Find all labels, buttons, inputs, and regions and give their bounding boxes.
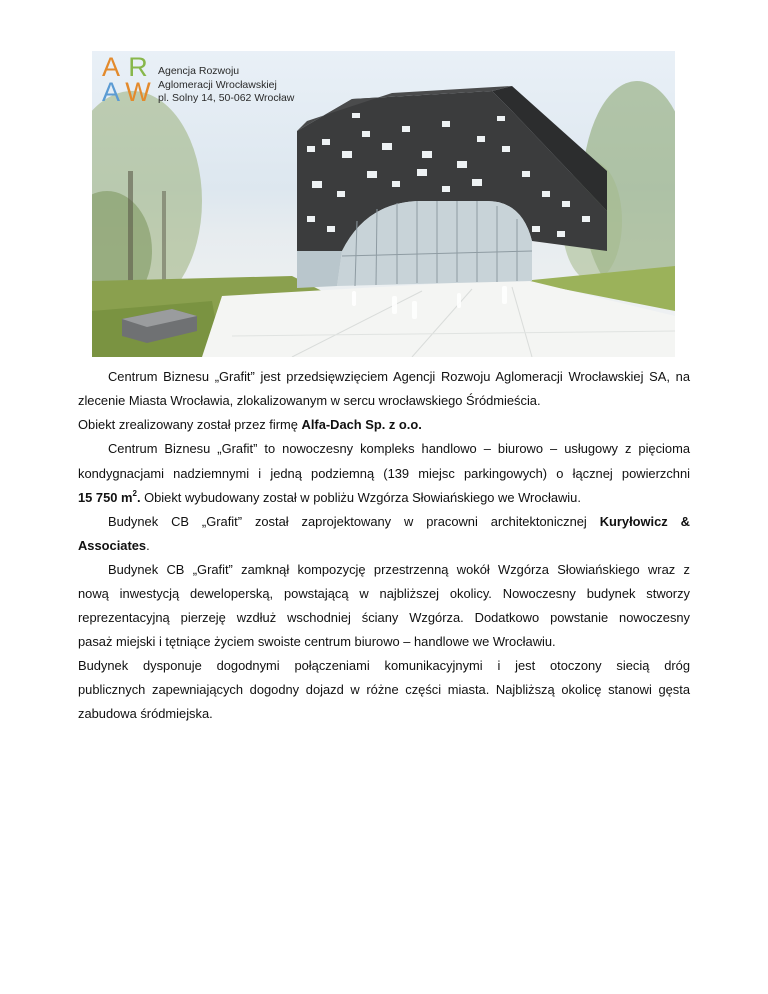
logo-address [158, 65, 294, 106]
paragraph-3-line-2: kondygnacjami nadziemnymi i jedną podziemną (139 miejsc parkingowych) o łącznej powierzchni [78, 466, 690, 481]
paragraph-6-line-3: zabudowa śródmiejska. [78, 706, 213, 721]
paragraph-6-line-2: publicznych zapewniających dogodny dojazd w różne części miasta. Najbliższą okolicę stanowi gęsta [78, 682, 690, 697]
paragraph-4-line-1 [78, 510, 690, 534]
paragraph-1-line-2: zlecenie Miasta Wrocławia, zlokalizowanym w sercu wrocławskiego Śródmieścia. [78, 393, 541, 408]
area-value [78, 490, 141, 505]
logo-line-agency: Agencja Rozwoju [158, 65, 240, 77]
logo-line-agglomeration: Aglomeracji Wrocławskiej [158, 78, 277, 91]
paragraph-2 [78, 413, 690, 437]
paragraph-4-period: . [146, 538, 150, 553]
architect-name: Kuryłowicz & [599, 514, 690, 529]
logo-letter-r: R [128, 52, 148, 82]
area-period: . [136, 490, 141, 505]
paragraph-4-text: Budynek CB „Grafit” został zaprojektowany w pracowni architektonicznej [108, 514, 600, 529]
logo-mark [98, 52, 154, 107]
logo-letter-w: W [125, 77, 151, 107]
paragraph-3-line-3-text: Obiekt wybudowany został w pobliżu Wzgórza Słowiańskiego we Wrocławiu. [140, 490, 581, 505]
logo-letter-a: A [101, 52, 120, 82]
paragraph-4-line-2 [78, 534, 690, 558]
company-name: Alfa-Dach Sp. z o.o. [301, 417, 422, 432]
araw-logo [98, 52, 308, 107]
paragraph-5-line-1: Budynek CB „Grafit” zamknął kompozycję przestrzenną wokół Wzgórza Słowiańskiego wraz z [108, 562, 690, 577]
logo-line-address: pl. Solny 14, 50-062 Wrocław [158, 92, 295, 104]
paragraph-3-line-3 [78, 486, 690, 510]
area-superscript: 2 [132, 489, 137, 498]
building-rendering-image [92, 51, 675, 357]
paragraph-6-line-1: Budynek dysponuje dogodnymi połączeniami komunikacyjnymi i jest otoczony siecią dróg [78, 658, 690, 673]
paragraph-5-line-3: reprezentacyjną pierzeję wzdłuż wschodniej ściany Wzgórza. Dodatkowo powstanie nowoczesny [78, 610, 690, 625]
paragraph-5-line-4: pasaż miejski i tętniące życiem swoiste centrum biurowo – handlowe we Wrocławiu. [78, 634, 556, 649]
logo-letter-a-second: A [101, 77, 120, 107]
paragraph-5-line-2: nową inwestycją deweloperską, powstającą w najbliższej okolicy. Nowoczesny budynek stworzy [78, 586, 690, 601]
area-number: 15 750 m [78, 490, 133, 505]
paragraph-3-line-1: Centrum Biznesu „Grafit” to nowoczesny kompleks handlowo – biurowo – usługowy z pięcioma [108, 441, 690, 456]
architect-name-end: Associates [78, 538, 147, 553]
paragraph-2-text: Obiekt zrealizowany został przez firmę [78, 417, 302, 432]
paragraph-1-line-1: Centrum Biznesu „Grafit” jest przedsięwzięciem Agencji Rozwoju Aglomeracji Wrocławskiej SA, na [108, 369, 690, 384]
